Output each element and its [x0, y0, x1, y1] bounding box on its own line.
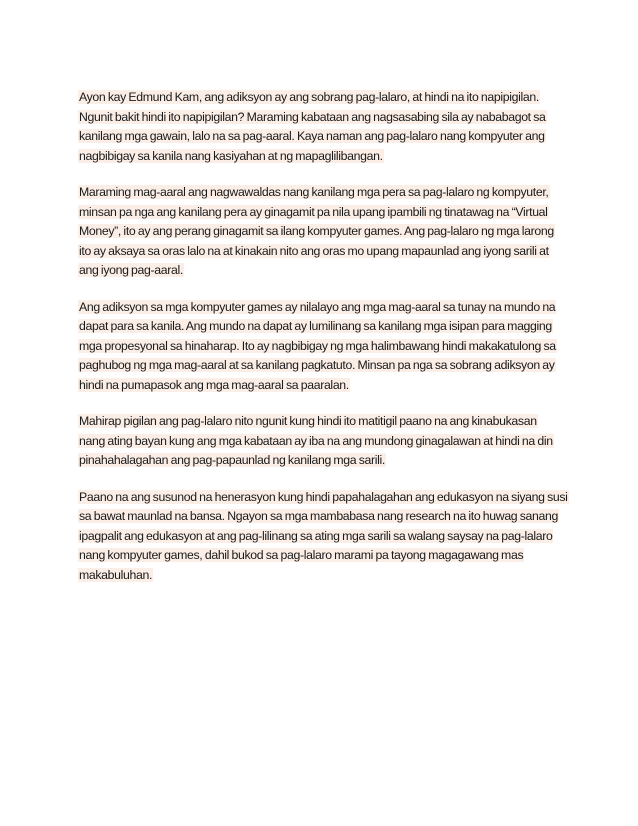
- text-line: [78, 317, 568, 337]
- text-line-highlight: paghubog ng mga mag-aaral at sa kanilang pagkatuto. Minsan pa nga sa sobrang adiksyon ay: [79, 358, 555, 372]
- text-line-highlight: sa bawat maunlad na bansa. Ngayon sa mga mambabasa nang research na ito huwag sanang: [79, 509, 559, 523]
- text-line-highlight: dapat para sa kanila. Ang mundo na dapat ay lumilinang sa kanilang mga isipan para magging: [79, 319, 552, 333]
- text-line: [78, 376, 568, 396]
- paragraph-5: [78, 488, 568, 586]
- paragraph-2: [78, 183, 568, 281]
- text-line: [78, 183, 568, 203]
- text-line-highlight: Paano na ang susunod na henerasyon kung hindi papahalagahan ang edukasyon na siyang susi: [79, 489, 568, 504]
- text-line-highlight: kanilang mga gawain, lalo na sa pag-aaral. Kaya naman ang pag-lalaro nang kompyuter ang: [79, 129, 545, 143]
- text-line-highlight: Mahirap pigilan ang pag-lalaro nito ngunit kung hindi ito matitigil paano na ang kinabukasan: [79, 414, 537, 428]
- text-line-highlight: Money”, ito ay ang perang ginagamit sa ilang kompyuter games. Ang pag-lalaro ng mga larong: [79, 224, 554, 238]
- text-line: [78, 108, 568, 128]
- text-line: [78, 356, 568, 376]
- text-line-highlight: Ang adiksyon sa mga kompyuter games ay nilalayo ang mga mag-aaral sa tunay na mundo na: [79, 299, 556, 314]
- text-line-highlight: pinahahalagahan ang pag-papaunlad ng kanilang mga sarili.: [79, 453, 385, 467]
- text-line: [78, 337, 568, 357]
- document-body: [78, 88, 568, 602]
- text-line: [78, 147, 568, 167]
- text-line: [78, 127, 568, 147]
- text-line-highlight: ito ay aksaya sa oras lalo na at kinakain nito ang oras mo upang mapaunlad ang iyong sarili at: [79, 243, 549, 258]
- text-line-highlight: hindi na pumapasok ang mga mag-aaral sa paaralan.: [79, 377, 349, 392]
- text-line-highlight: Ngunit bakit hindi ito napipigilan? Maraming kabataan ang nagsasabing sila ay nababagot sa: [79, 109, 546, 124]
- text-line-highlight: nang ating bayan kung ang mga kabataan ay iba na ang mundong ginagalawan at hindi na din: [79, 433, 553, 448]
- text-line: [78, 261, 568, 281]
- text-line: [78, 298, 568, 318]
- text-line-highlight: Ayon kay Edmund Kam, ang adiksyon ay ang sobrang pag-lalaro, at hindi na ito napipigilan.: [79, 90, 539, 104]
- paragraph-1: [78, 88, 568, 166]
- text-line: [78, 203, 568, 223]
- text-line: [78, 507, 568, 527]
- text-line: [78, 451, 568, 471]
- text-line-highlight: makabuluhan.: [79, 567, 153, 582]
- text-line: [78, 242, 568, 262]
- text-line-highlight: nang kompyuter games, dahil bukod sa pag-lalaro marami pa tayong magagawang mas: [79, 548, 524, 562]
- text-line-highlight: Maraming mag-aaral ang nagwawaldas nang kanilang mga pera sa pag-lalaro ng kompyuter,: [79, 185, 549, 199]
- text-line-highlight: mga propesyonal sa hinaharap. Ito ay nagbibigay ng mga halimbawang hindi makakatulong sa: [79, 338, 556, 353]
- text-line: [78, 527, 568, 547]
- paragraph-4: [78, 412, 568, 471]
- text-line-highlight: minsan pa nga ang kanilang pera ay ginagamit pa nila upang ipambili ng tinatawag na “Virtual: [79, 204, 548, 219]
- text-line-highlight: nagbibigay sa kanila nang kasiyahan at ng mapaglilibangan.: [79, 148, 383, 163]
- text-line: [78, 546, 568, 566]
- paragraph-3: [78, 298, 568, 396]
- text-line: [78, 88, 568, 108]
- text-line: [78, 412, 568, 432]
- text-line: [78, 488, 568, 508]
- text-line: [78, 566, 568, 586]
- text-line-highlight: ipagpalit ang edukasyon at ang pag-lilinang sa ating mga sarili sa walang saysay na pag-lalaro: [79, 528, 553, 543]
- text-line: [78, 432, 568, 452]
- text-line: [78, 222, 568, 242]
- text-line-highlight: ang iyong pag-aaral.: [79, 263, 183, 277]
